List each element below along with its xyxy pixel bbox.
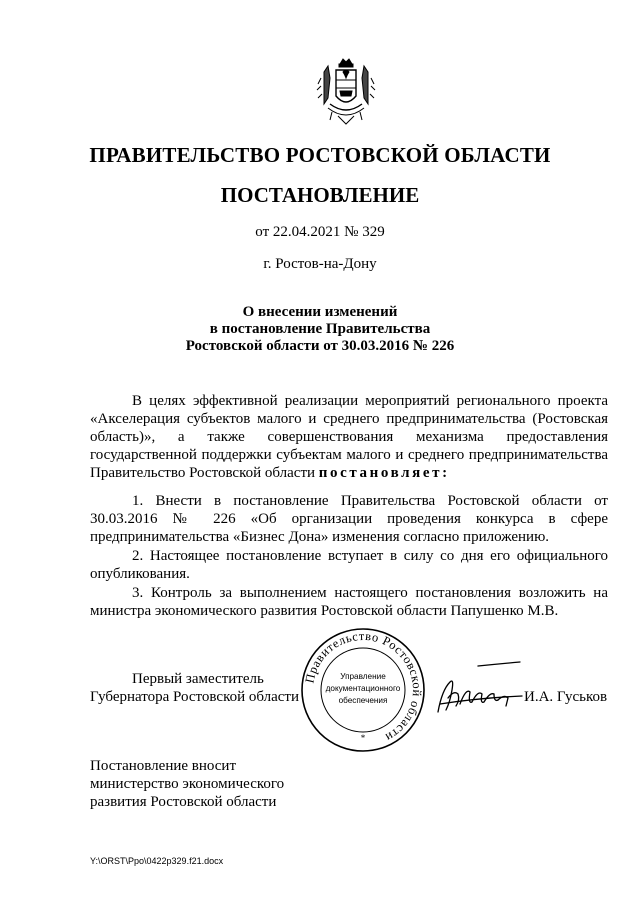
footer-note-line: министерство экономического: [90, 776, 285, 792]
document-subject: [0, 304, 640, 355]
document-city: г. Ростов-на-Дону: [263, 256, 377, 272]
svg-text:*: *: [360, 733, 366, 743]
decree-item-2: 2. Настоящее постановление вступает в силу со дня его официального опубликования.: [90, 548, 608, 582]
decree-item-3: 3. Контроль за выполнением настоящего постановления возложить на министра экономического развития Ростовской области Папушенко М.В.: [90, 585, 608, 619]
preamble-paragraph: [90, 392, 608, 482]
preamble-text: В целях эффективной реализации мероприятий регионального проекта «Акселерация субъектов малого и среднего предпринимательства (Ростовская область)», а также совершенствования механизма предоставления государственной поддержки субъектам малого и среднего предпринимательства Правительство Ростовской области: [90, 393, 608, 481]
official-seal-icon: [300, 627, 426, 753]
document-date-number: от 22.04.2021 № 329: [255, 224, 385, 240]
subject-line: О внесении изменений: [242, 304, 398, 320]
decree-item-1: 1. Внести в постановление Правительства Ростовской области от 30.03.2016 № 226 «Об организации проведения конкурса в сфере предпринимательства «Бизнес Дона» изменения согласно приложению.: [90, 493, 608, 545]
signatory-name: И.А. Гуськов: [524, 689, 608, 705]
government-title: ПРАВИТЕЛЬСТВО РОСТОВСКОЙ ОБЛАСТИ: [89, 143, 551, 167]
signatory-position-line1: Первый заместитель: [132, 671, 264, 687]
subject-line: Ростовской области от 30.03.2016 № 226: [185, 338, 455, 354]
stamp-center-line: обеспечения: [338, 696, 388, 705]
handwritten-signature-icon: [428, 660, 524, 720]
coat-of-arms-icon: [316, 58, 376, 126]
stamp-center-line: Управление: [340, 672, 386, 681]
footer-note-line: развития Ростовской области: [90, 794, 277, 810]
stamp-ring-text: Правительство Ростовской области: [302, 628, 425, 745]
document-type: ПОСТАНОВЛЕНИЕ: [220, 183, 420, 207]
stamp-center-line: документационного: [325, 684, 401, 693]
footer-note-line: Постановление вносит: [90, 758, 237, 774]
file-path: Y:\ORST\Ppo\0422p329.f21.docx: [90, 856, 224, 866]
signatory-position-line2: Губернатора Ростовской области: [90, 689, 300, 705]
subject-line: в постановление Правительства: [209, 321, 431, 337]
decree-word: постановляет:: [318, 465, 450, 481]
